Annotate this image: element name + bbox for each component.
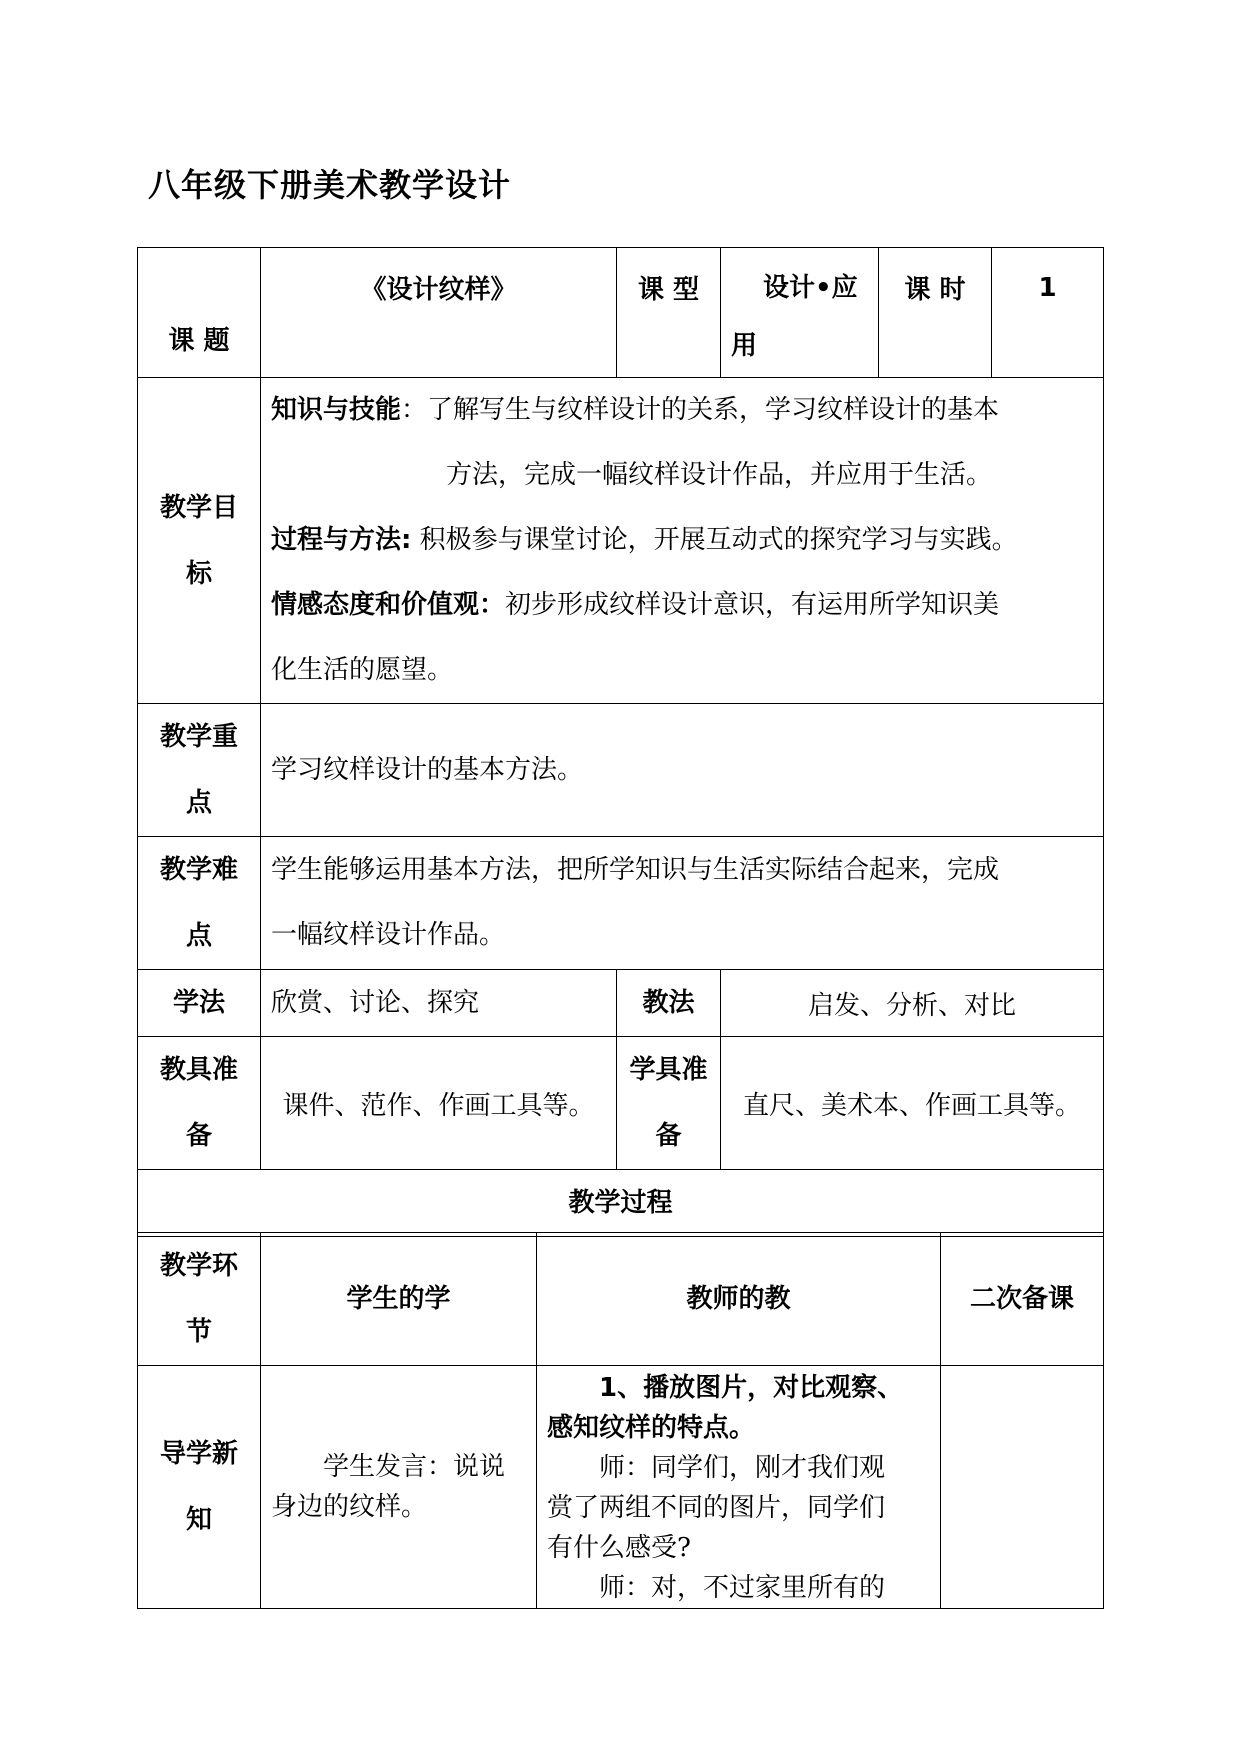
lesson-info-table [137, 247, 1104, 1237]
col-teacher-header: 教师的教 [537, 1233, 941, 1366]
col-student-header: 学生的学 [261, 1233, 537, 1366]
objectives-content [261, 378, 1104, 704]
type-label: 课 型 [617, 248, 721, 378]
topic-value: 《设计纹样》 [261, 248, 617, 378]
table-row [138, 704, 1104, 837]
table-row [138, 1170, 1104, 1237]
emotion-text: 初步形成纹样设计意识，有运用所学知识美 [505, 590, 1000, 620]
teach-method-value: 启发、分析、对比 [721, 970, 1104, 1037]
teach-method-label: 教法 [617, 970, 721, 1037]
teacher-cell: 1、播放图片，对比观察、 感知纹样的特点。 师：同学们，刚才我们观 赏了两组不同的图片，同学们 有什么感受? 师：对，不过家里所有的 [537, 1366, 941, 1609]
process-title: 过程与方法: [271, 525, 412, 555]
process-text: 积极参与课堂讨论，开展互动式的探究学习与实践。 [411, 525, 1018, 555]
notes-cell [941, 1366, 1104, 1609]
student-cell: 学生发言：说说 身边的纹样。 [261, 1366, 537, 1609]
learn-method-value: 欣赏、讨论、探究 [261, 970, 617, 1037]
type-value-line2: 用 [731, 330, 758, 361]
table-row [138, 1037, 1104, 1170]
emotion-text-cont: 化生活的愿望。 [271, 655, 454, 685]
key-point-label: 教学重 点 [138, 704, 261, 837]
learn-method-label: 学法 [138, 970, 261, 1037]
col-notes-header: 二次备课 [941, 1233, 1104, 1366]
student-tools-label: 学具准 备 [617, 1037, 721, 1170]
emotion-title: 情感态度和价值观： [271, 590, 506, 620]
student-tools-value: 直尺、美术本、作画工具等。 [721, 1037, 1104, 1170]
table-row [138, 970, 1104, 1037]
period-value: 1 [992, 248, 1104, 378]
table-row [138, 248, 1104, 378]
topic-label: 课 题 [138, 248, 261, 378]
table-row [138, 378, 1104, 704]
knowledge-title: 知识与技能 [271, 395, 402, 425]
process-table [137, 1232, 1104, 1609]
process-heading: 教学过程 [138, 1170, 1104, 1237]
knowledge-text: ：了解写生与纹样设计的关系，学习纹样设计的基本 [401, 395, 1000, 425]
type-value [721, 248, 879, 378]
objectives-label: 教学目 标 [138, 378, 261, 704]
stage-cell: 导学新 知 [138, 1366, 261, 1609]
table-row [138, 1233, 1104, 1366]
type-value-line1: 设计•应 [763, 272, 858, 303]
col-stage-header: 教学环 节 [138, 1233, 261, 1366]
page-title: 八年级下册美术教学设计 [148, 166, 512, 204]
difficulty-value: 学生能够运用基本方法，把所学知识与生活实际结合起来，完成 一幅纹样设计作品。 [261, 837, 1104, 970]
teacher-tools-value: 课件、范作、作画工具等。 [261, 1037, 617, 1170]
key-point-value: 学习纹样设计的基本方法。 [261, 704, 1104, 837]
difficulty-label: 教学难 点 [138, 837, 261, 970]
teacher-tools-label: 教具准 备 [138, 1037, 261, 1170]
table-row [138, 837, 1104, 970]
period-label: 课 时 [879, 248, 992, 378]
knowledge-text-cont: 方法，完成一幅纹样设计作品，并应用于生活。 [446, 460, 993, 490]
table-row [138, 1366, 1104, 1609]
